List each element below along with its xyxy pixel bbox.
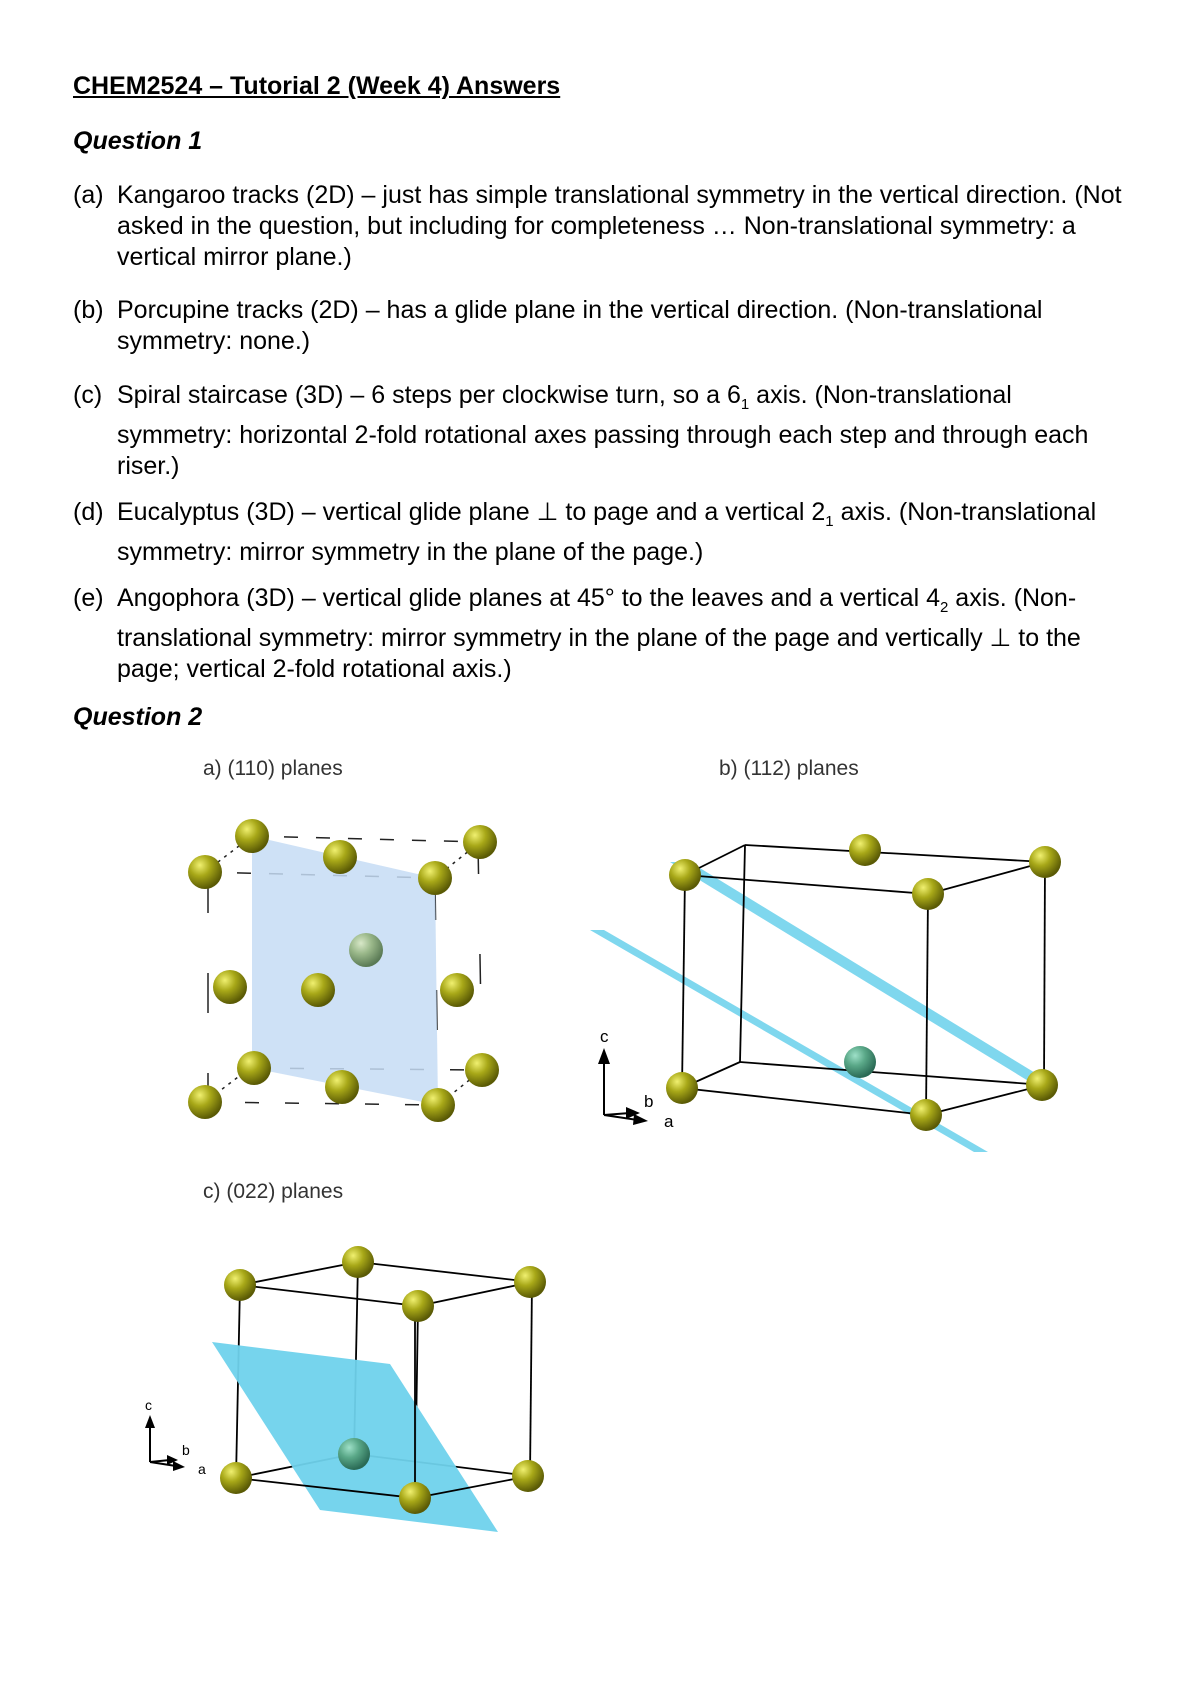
q1-item-c-label: (c) [73,381,103,409]
atom [323,840,357,874]
q1-item-b-text: Porcupine tracks (2D) – has a glide plane in the vertical direction. (Non-translational symmetry: none.) [117,296,1043,355]
q1-item-d [73,497,1133,568]
atom [1029,846,1061,878]
figure-c-plane [212,1342,498,1532]
atom [912,878,944,910]
q1-item-b [73,295,1133,357]
q1-item-d-text: Eucalyptus (3D) – vertical glide plane ⊥ to page and a vertical $2_1$ axis. (Non-translational symmetry: mirror symmetry in the plane of the page.) [117,498,1097,566]
figure-c-diagram [140,1240,560,1570]
atom [1026,1069,1058,1101]
q1-item-d-label: (d) [73,498,104,526]
q1-item-a [73,180,1133,273]
atom [849,834,881,866]
figure-c-axis-b: b [182,1442,190,1458]
figure-a-label: a) (110) planes [203,757,343,780]
figure-b-axis-c: c [600,1027,609,1046]
q1-item-a-label: (a) [73,181,104,209]
figure-a-plane [252,836,438,1105]
atom [349,933,383,967]
figure-c-axes [145,1397,206,1477]
atom [463,825,497,859]
figure-b-axis-a: a [664,1112,674,1131]
atom [421,1088,455,1122]
q1-item-e-label: (e) [73,584,104,612]
atom [514,1266,546,1298]
atom [669,859,701,891]
atom [910,1099,942,1131]
atom [224,1269,256,1301]
q1-item-c-text: Spiral staircase (3D) – 6 steps per clockwise turn, so a $6_1$ axis. (Non-translational symmetry: horizontal 2-fold rotational axes passing through each step and through each riser.) [117,381,1089,480]
figure-b-axis-b: b [644,1092,654,1111]
atom [844,1046,876,1078]
q1-item-c [73,380,1133,482]
atom [338,1438,370,1470]
atom [188,855,222,889]
atom [440,973,474,1007]
atom [418,861,452,895]
atom [342,1246,374,1278]
figure-c-axis-c: c [145,1397,152,1413]
q1-item-e [73,583,1133,685]
atom [465,1053,499,1087]
figure-c-axis-a: a [198,1461,206,1477]
atom [213,970,247,1004]
atom [512,1460,544,1492]
atom [188,1085,222,1119]
atom [325,1070,359,1104]
question-1-heading: Question 1 [73,127,203,155]
figure-b-label: b) (112) planes [719,757,859,780]
q1-item-b-label: (b) [73,296,104,324]
q1-item-a-text: Kangaroo tracks (2D) – just has simple translational symmetry in the vertical direction. (Not asked in the question, but including for completeness … Non-translational symmetry: a vertical mirror plane.) [117,181,1122,271]
figure-c-label: c) (022) planes [203,1180,344,1203]
q1-item-e-text: Angophora (3D) – vertical glide planes at 45° to the leaves and a vertical $4_2$ axis. (Non-translational symmetry: mirror symmetry in the plane of the page and vertically ⊥ to the page; vertical 2-fold rotational axis.) [117,584,1081,683]
atom [666,1072,698,1104]
atom [402,1290,434,1322]
atom [301,973,335,1007]
atom [399,1482,431,1514]
atom [235,819,269,853]
atom [237,1051,271,1085]
figure-a-diagram [180,800,520,1140]
question-2-heading: Question 2 [73,703,203,731]
page-title: CHEM2524 – Tutorial 2 (Week 4) Answers [73,72,561,100]
figure-b-diagram [590,820,1070,1160]
figure-b-axes [598,1027,674,1131]
atom [220,1462,252,1494]
